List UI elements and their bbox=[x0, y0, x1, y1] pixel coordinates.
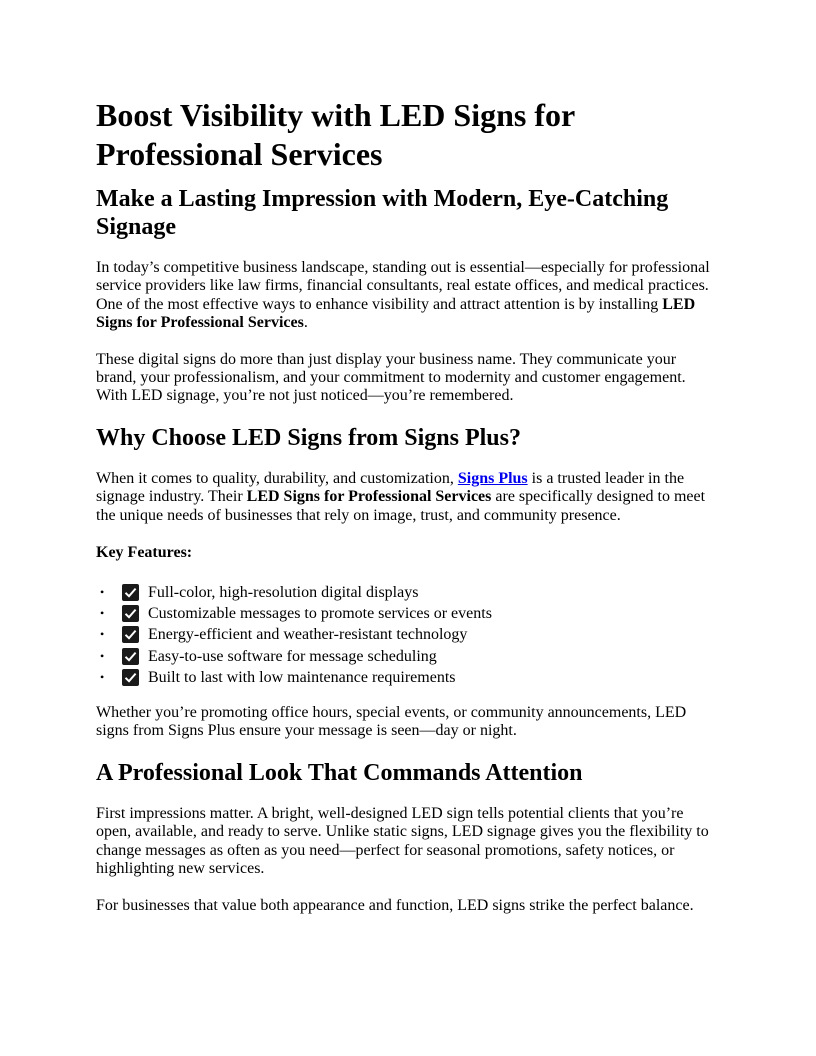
feature-label: Built to last with low maintenance requirements bbox=[148, 668, 456, 686]
check-box-icon bbox=[122, 584, 139, 601]
bullet-marker: • bbox=[100, 606, 105, 621]
list-item bbox=[100, 582, 720, 603]
why-text-start: When it comes to quality, durability, and customization, bbox=[96, 469, 458, 487]
intro-end: . bbox=[303, 314, 308, 332]
why-paragraph bbox=[96, 470, 720, 525]
list-item bbox=[100, 603, 720, 624]
list-item bbox=[100, 667, 720, 688]
professional-heading: A Professional Look That Commands Attention bbox=[96, 759, 583, 786]
check-box-icon bbox=[122, 605, 139, 622]
why-heading: Why Choose LED Signs from Signs Plus? bbox=[96, 424, 521, 451]
why-text-end: are specifically designed to meet the unique needs of businesses that rely on image, trust, and community presence. bbox=[96, 488, 706, 524]
professional-paragraph-1: First impressions matter. A bright, well-designed LED sign tells potential clients that you’re open, available, and ready to serve. Unlike static signs, LED signage gives you the flexibility to change messages as often as you need—perfect for seasonal promotions, safety notices, or highlighting new services. bbox=[96, 804, 709, 878]
bullet-marker: • bbox=[100, 669, 105, 684]
features-list bbox=[96, 582, 720, 688]
why-text-middle: is a trusted leader in the signage industry. Their bbox=[96, 469, 685, 506]
bullet-marker: • bbox=[100, 627, 105, 642]
page-subtitle: Make a Lasting Impression with Modern, Eye-Catching Signage bbox=[96, 186, 669, 240]
check-box-icon bbox=[122, 626, 139, 643]
feature-label: Easy-to-use software for message scheduling bbox=[148, 647, 437, 665]
professional-paragraph-2: For businesses that value both appearance and function, LED signs strike the perfect balance. bbox=[96, 896, 694, 914]
list-item bbox=[100, 624, 720, 645]
page-title: Boost Visibility with LED Signs for Professional Services bbox=[96, 97, 575, 172]
feature-label: Full-color, high-resolution digital displays bbox=[148, 584, 419, 602]
feature-label: Energy-efficient and weather-resistant technology bbox=[148, 626, 468, 644]
feature-label: Customizable messages to promote services or events bbox=[148, 605, 492, 623]
check-box-icon bbox=[122, 669, 139, 686]
bullet-marker: • bbox=[100, 585, 105, 600]
intro-paragraph-2: These digital signs do more than just display your business name. They communicate your brand, your professionalism, and your commitment to modernity and customer engagement. With LED signage, you’re not just noticed—you’re remembered. bbox=[96, 350, 686, 405]
features-summary: Whether you’re promoting office hours, special events, or community announcements, LED signs from Signs Plus ensure your message is seen—day or night. bbox=[96, 704, 687, 740]
intro-paragraph-1 bbox=[96, 259, 720, 333]
check-box-icon bbox=[122, 648, 139, 665]
intro-text: In today’s competitive business landscape, standing out is essential—especially for professional service providers like law firms, financial consultants, real estate offices, and medical practices. One of the most effective ways to enhance visibility and attract attention is by installing bbox=[96, 259, 710, 313]
key-features-heading: Key Features: bbox=[96, 544, 193, 562]
why-bold-phrase: LED Signs for Professional Services bbox=[246, 488, 492, 506]
list-item bbox=[100, 646, 720, 667]
signs-plus-link[interactable]: Signs Plus bbox=[457, 469, 528, 487]
intro-bold-phrase: LED Signs for Professional Services bbox=[96, 295, 696, 332]
bullet-marker: • bbox=[100, 648, 105, 663]
